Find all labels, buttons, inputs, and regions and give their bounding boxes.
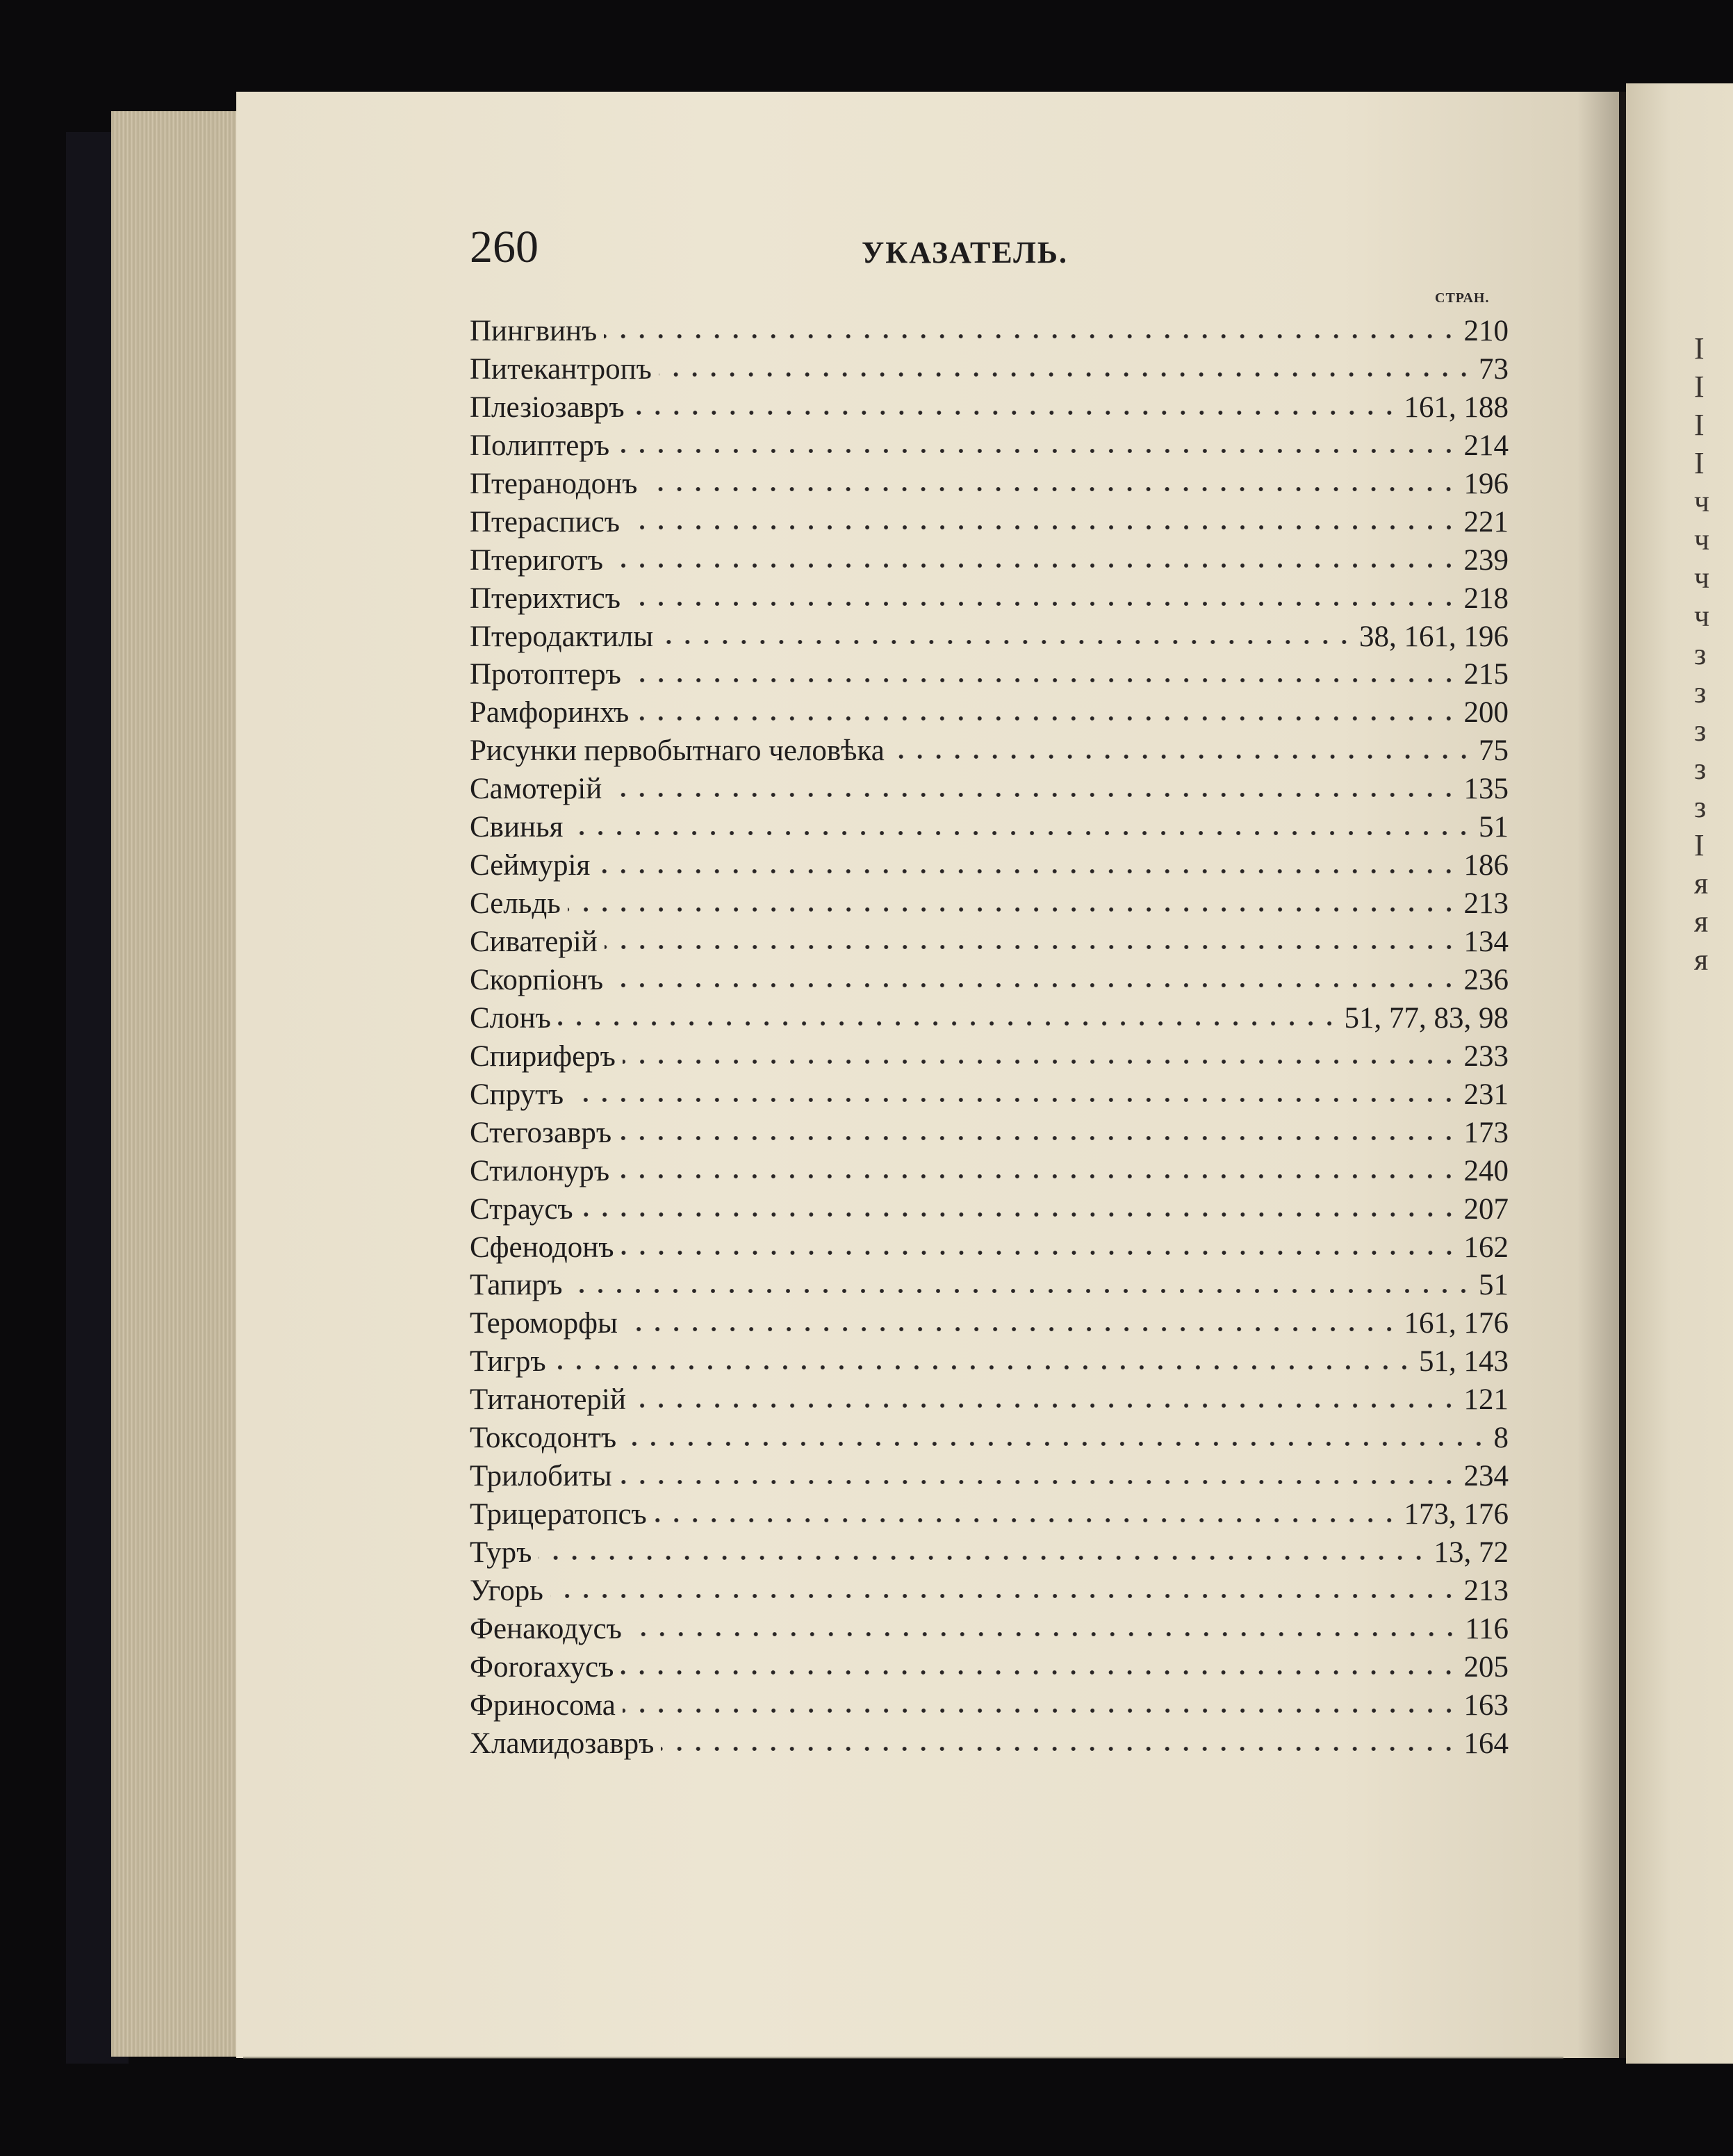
index-term: Фенакодусъ: [470, 1612, 622, 1645]
dot-leader: [633, 1404, 1459, 1408]
index-entry: [470, 1419, 1509, 1458]
index-page-numbers: 135: [1463, 773, 1509, 806]
index-entry: [470, 1458, 1509, 1496]
index-entry: [470, 732, 1509, 771]
index-term: Пингвинъ: [470, 315, 598, 347]
index-term: Тероморфы: [470, 1307, 618, 1340]
index-term: Полиптеръ: [470, 429, 610, 462]
dot-leader: [605, 945, 1459, 949]
dot-leader: [569, 1289, 1473, 1293]
index-term: Рамфоринхъ: [470, 696, 630, 730]
dot-leader: [539, 1556, 1428, 1560]
index-entry: [470, 1649, 1509, 1687]
index-entry: [470, 1267, 1509, 1305]
index-page-numbers: 233: [1463, 1039, 1509, 1073]
dot-leader: [597, 869, 1458, 873]
index-term: Питекантропъ: [470, 352, 652, 386]
index-page-numbers: 213: [1463, 887, 1509, 921]
index-page-numbers: 51, 77, 83, 98: [1344, 1001, 1509, 1035]
index-page-numbers: 51, 143: [1419, 1345, 1509, 1379]
index-page-numbers: 163: [1463, 1688, 1509, 1722]
dot-leader: [644, 487, 1458, 491]
dot-leader: [632, 411, 1399, 415]
facing-page-glyph: з: [1694, 752, 1707, 786]
index-entry: [470, 1687, 1509, 1725]
index-page-numbers: 164: [1463, 1727, 1509, 1760]
index-page-numbers: 200: [1463, 696, 1509, 730]
dot-leader: [550, 1594, 1459, 1598]
index-term: Титанотерій: [470, 1383, 626, 1417]
index-term: Скорпіонъ: [470, 963, 604, 996]
facing-page-glyph: І: [1694, 370, 1705, 404]
dot-leader: [616, 1174, 1458, 1178]
index-page-numbers: 161, 188: [1404, 390, 1509, 424]
index-entry: [470, 427, 1509, 466]
index-entry: [470, 1572, 1509, 1611]
facing-page-glyph: І: [1694, 408, 1705, 442]
index-page-numbers: 75: [1479, 734, 1509, 768]
dot-leader: [610, 563, 1459, 568]
index-entry: [470, 923, 1509, 962]
index-page-numbers: 234: [1463, 1460, 1509, 1493]
index-page-numbers: 134: [1463, 925, 1509, 958]
index-entry: [470, 1153, 1509, 1191]
index-page-numbers: 73: [1479, 352, 1509, 386]
page-edges: [111, 111, 250, 2057]
index-page-numbers: 116: [1465, 1612, 1509, 1645]
dot-leader: [629, 1632, 1459, 1636]
dot-leader: [625, 1327, 1399, 1331]
index-entry: [470, 694, 1509, 732]
index-entry: [470, 1534, 1509, 1572]
index-page-numbers: 213: [1463, 1574, 1509, 1607]
page-bottom-edge: [243, 2057, 1563, 2059]
dot-leader: [621, 1251, 1459, 1255]
index-entry: [470, 1229, 1509, 1267]
index-page-numbers: 161, 176: [1404, 1307, 1509, 1340]
running-head: УКАЗАТЕЛЬ.: [862, 236, 1068, 270]
index-entry: [470, 1725, 1509, 1763]
facing-page-glyph: І: [1694, 331, 1705, 365]
index-page-numbers: 205: [1463, 1650, 1509, 1684]
facing-page-glyph: я: [1694, 905, 1709, 939]
index-page-numbers: 218: [1463, 582, 1509, 615]
dot-leader: [892, 755, 1473, 759]
dot-leader: [558, 1021, 1339, 1026]
index-entry: [470, 1381, 1509, 1419]
index-term: Трилобиты: [470, 1460, 612, 1493]
index-entry: [470, 885, 1509, 923]
dot-leader: [661, 1747, 1458, 1751]
dot-leader: [610, 983, 1458, 987]
index-entry: [470, 771, 1509, 809]
index-page-numbers: 51: [1479, 1269, 1509, 1302]
index-page-numbers: 8: [1493, 1422, 1509, 1455]
index-term: Рисунки первобытнаго человѣка: [470, 734, 885, 768]
index-entry: [470, 809, 1509, 847]
index-term: Стегозавръ: [470, 1116, 612, 1149]
dot-leader: [628, 678, 1459, 682]
index-term: Стилонуръ: [470, 1154, 610, 1187]
facing-page-glyph: з: [1694, 675, 1707, 709]
index-term: Тапиръ: [470, 1269, 563, 1302]
dot-leader: [570, 1098, 1458, 1102]
dot-leader: [616, 449, 1458, 453]
dot-leader: [623, 1709, 1459, 1713]
dot-leader: [553, 1365, 1413, 1369]
index-term: Сиватерій: [470, 925, 598, 958]
dot-leader: [618, 1136, 1458, 1140]
index-term: Сеймурія: [470, 849, 591, 882]
facing-page-glyph: ч: [1694, 561, 1710, 595]
index-term: Птерасписъ: [470, 505, 620, 538]
index-entry: [470, 847, 1509, 885]
index-term: Птериготъ: [470, 543, 603, 577]
page-number: 260: [470, 222, 539, 272]
index-page-numbers: 173: [1463, 1116, 1509, 1149]
index-page-numbers: 236: [1463, 963, 1509, 996]
facing-page-glyph: з: [1694, 714, 1707, 748]
index-term: Фриносома: [470, 1688, 616, 1722]
index-term: Самотерій: [470, 773, 602, 806]
index-entry: [470, 504, 1509, 542]
index-entry: [470, 1191, 1509, 1229]
index-page-numbers: 207: [1463, 1192, 1509, 1226]
index-entry: [470, 1000, 1509, 1038]
index-term: Птерихтисъ: [470, 582, 621, 615]
index-entry: [470, 580, 1509, 618]
index-term: Птеродактилы: [470, 620, 654, 653]
index-page-numbers: 196: [1463, 467, 1509, 500]
index-entry: [470, 1038, 1509, 1076]
facing-page-glyph: І: [1694, 446, 1705, 480]
index-term: Сельдь: [470, 887, 561, 921]
index-entry: [470, 1114, 1509, 1153]
index-term: Слонъ: [470, 1001, 551, 1035]
index-term: Токсодонтъ: [470, 1422, 617, 1455]
index-term: Тигръ: [470, 1345, 546, 1379]
dot-leader: [623, 1442, 1488, 1446]
dot-leader: [627, 602, 1459, 606]
index-page-numbers: 162: [1463, 1231, 1509, 1264]
index-term: Хламидозавръ: [470, 1727, 655, 1760]
index-entry: [470, 1611, 1509, 1649]
index-entry: [470, 351, 1509, 389]
index-term: Угорь: [470, 1574, 543, 1607]
dot-leader: [619, 1480, 1459, 1484]
index-term: Спириферъ: [470, 1039, 616, 1073]
index-page-numbers: 215: [1463, 658, 1509, 691]
index-term: Свинья: [470, 811, 564, 844]
facing-page-glyph: з: [1694, 790, 1707, 824]
facing-page-glyph: ч: [1694, 522, 1710, 557]
index-term: Плезіозавръ: [470, 390, 625, 424]
index-term: Страусъ: [470, 1192, 573, 1226]
index-list: [470, 313, 1509, 1763]
index-term: Туръ: [470, 1536, 532, 1569]
index-page-numbers: 13, 72: [1434, 1536, 1509, 1569]
index-page-numbers: 214: [1463, 429, 1509, 462]
facing-page-glyph: я: [1694, 943, 1709, 977]
index-page-numbers: 186: [1463, 849, 1509, 882]
index-page-numbers: 38, 161, 196: [1359, 620, 1509, 653]
page-gutter: [1577, 92, 1633, 2058]
index-page-numbers: 210: [1463, 315, 1509, 347]
index-entry: [470, 313, 1509, 351]
index-entry: [470, 466, 1509, 504]
facing-page-glyph: ч: [1694, 484, 1710, 518]
dot-leader: [604, 334, 1458, 338]
index-term: Трицератопсъ: [470, 1498, 647, 1531]
dot-leader: [627, 525, 1459, 529]
dot-leader: [660, 640, 1354, 644]
index-entry: [470, 962, 1509, 1000]
dot-leader: [654, 1518, 1399, 1522]
index-term: Птеранодонъ: [470, 467, 638, 500]
facing-page-glyph: з: [1694, 637, 1707, 671]
index-page-numbers: 240: [1463, 1154, 1509, 1187]
index-term: Спрутъ: [470, 1078, 564, 1111]
index-term: Протоптеръ: [470, 658, 621, 691]
dot-leader: [609, 793, 1458, 797]
index-entry: [470, 656, 1509, 694]
dot-leader: [568, 907, 1459, 912]
index-term: Сфенодонъ: [470, 1231, 614, 1264]
facing-page-glyph: І: [1694, 828, 1705, 862]
index-entry: [470, 1496, 1509, 1534]
index-page-numbers: 121: [1463, 1383, 1509, 1417]
dot-leader: [623, 1060, 1459, 1064]
index-term: Фororахусъ: [470, 1650, 614, 1684]
page-column-heading: СТРАН.: [1435, 290, 1490, 306]
index-page-numbers: 239: [1463, 543, 1509, 577]
dot-leader: [621, 1670, 1458, 1674]
dot-leader: [570, 831, 1473, 835]
index-page-numbers: 173, 176: [1404, 1498, 1509, 1531]
index-page-numbers: 51: [1479, 811, 1509, 844]
index-page-numbers: 221: [1463, 505, 1509, 538]
index-entry: [470, 389, 1509, 427]
index-entry: [470, 1076, 1509, 1114]
index-entry: [470, 618, 1509, 657]
index-page-numbers: 231: [1463, 1078, 1509, 1111]
facing-page-glyph: я: [1694, 866, 1709, 900]
dot-leader: [636, 716, 1458, 721]
index-entry: [470, 542, 1509, 580]
index-entry: [470, 1343, 1509, 1381]
dot-leader: [659, 372, 1473, 377]
facing-page-glyph: ч: [1694, 599, 1710, 633]
index-entry: [470, 1305, 1509, 1343]
dot-leader: [580, 1212, 1459, 1217]
